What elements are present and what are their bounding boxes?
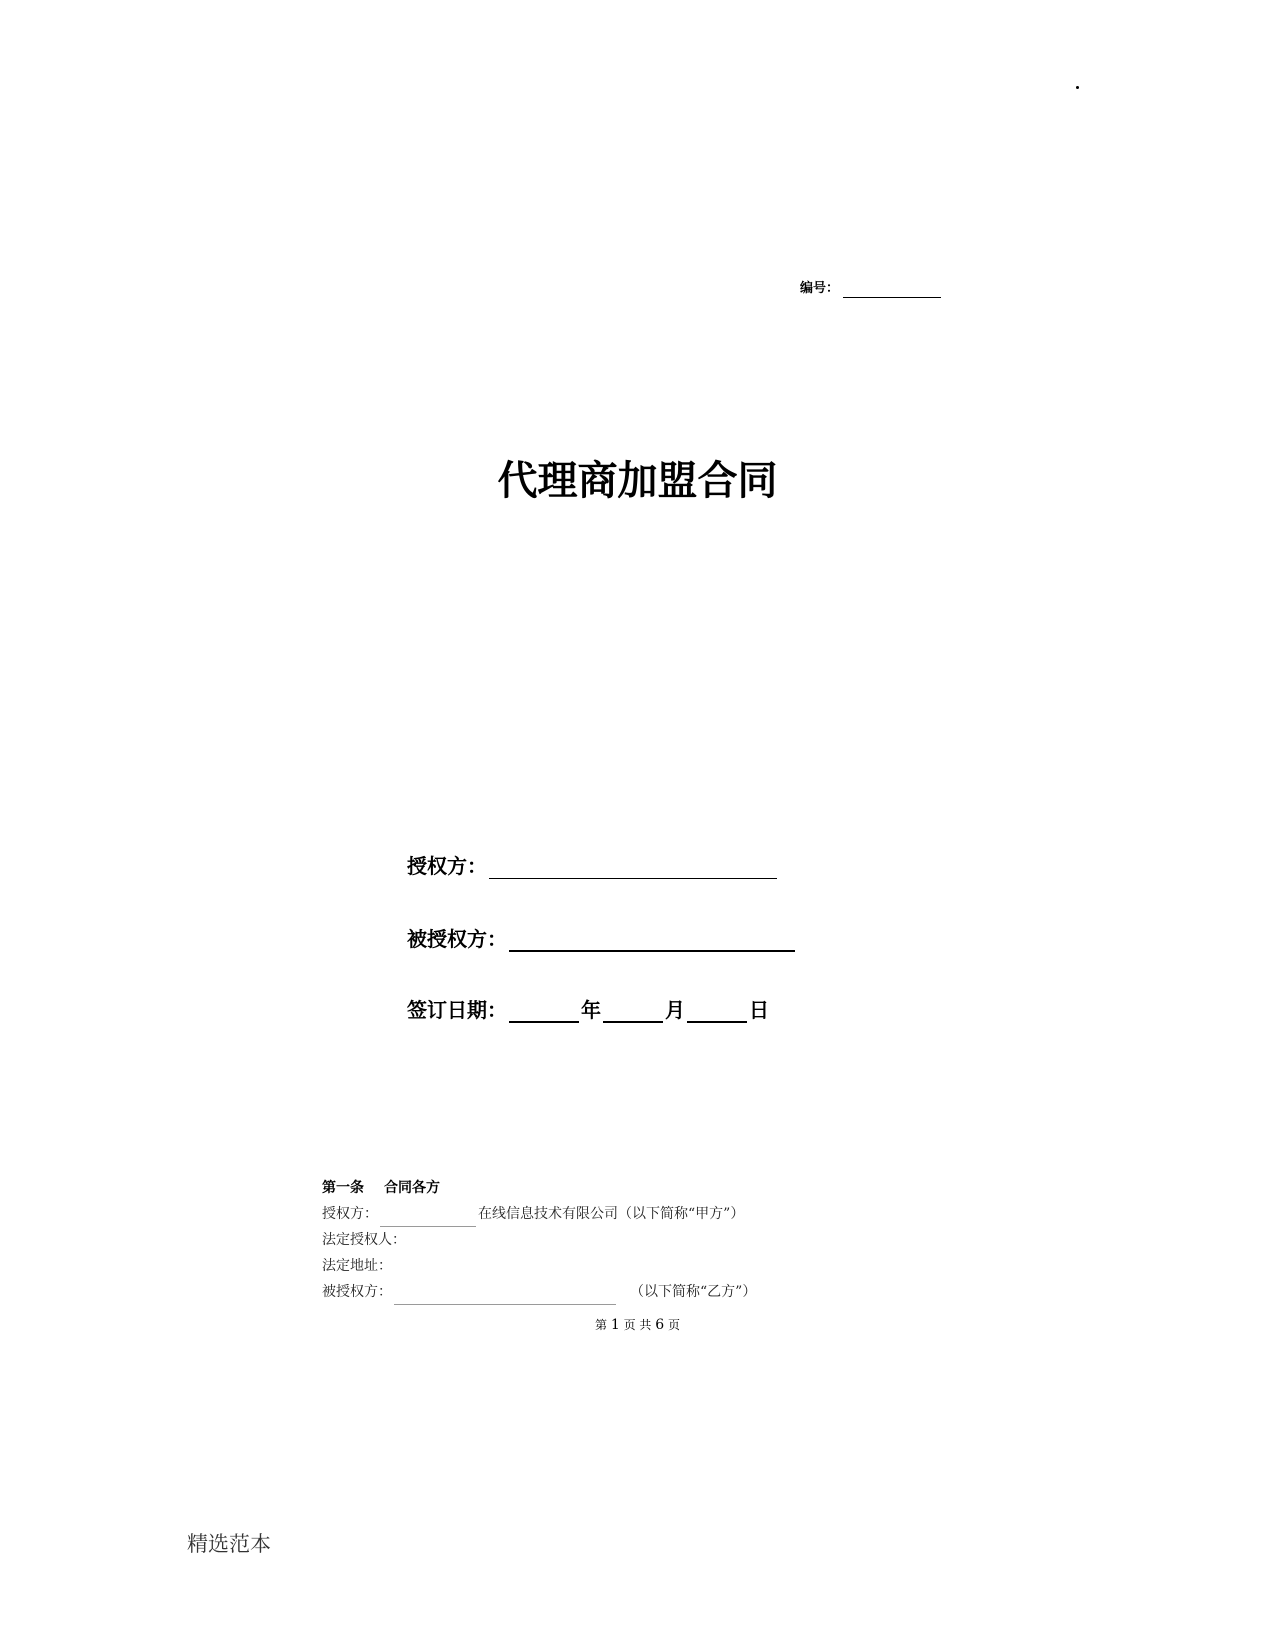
sign-year-label: 年 <box>581 998 601 1022</box>
article-1-licensee-line <box>322 1279 756 1305</box>
cover-licensor-label: 授权方： <box>407 854 487 878</box>
page-suffix: 页 <box>667 1318 680 1332</box>
page-number <box>0 1316 1275 1334</box>
article-1-legal-rep-line <box>322 1227 756 1253</box>
page-mid: 页 共 <box>623 1318 652 1332</box>
page-total: 6 <box>655 1317 665 1333</box>
sign-day-label: 日 <box>749 998 769 1022</box>
article-1 <box>322 1175 756 1305</box>
article-1-licensor-blank <box>380 1212 476 1227</box>
cover-licensor-field <box>407 853 777 879</box>
cover-licensee-field <box>407 926 795 952</box>
article-1-title: 合同各方 <box>384 1180 440 1196</box>
article-1-legal-rep-label: 法定授权人： <box>322 1232 406 1248</box>
cover-sign-date-field <box>407 997 769 1023</box>
article-1-number: 第一条 <box>322 1180 364 1196</box>
cover-licensee-blank <box>509 930 795 952</box>
sign-month-label: 月 <box>665 998 685 1022</box>
article-1-licensee-alias: （以下简称“乙方”） <box>630 1284 757 1300</box>
document-title: 代理商加盟合同 <box>497 458 778 504</box>
article-1-legal-address-label: 法定地址： <box>322 1258 392 1274</box>
article-1-heading <box>322 1175 756 1201</box>
article-1-licensee-blank <box>394 1290 616 1305</box>
cover-licensee-label: 被授权方： <box>407 927 507 951</box>
article-1-licensee-label: 被授权方： <box>322 1284 392 1300</box>
cover-sign-date-label: 签订日期： <box>407 998 507 1022</box>
article-1-licensor-label: 授权方： <box>322 1206 378 1222</box>
watermark-text: 精选范本 <box>187 1532 271 1556</box>
article-1-legal-address-line <box>322 1253 756 1279</box>
document-number <box>800 280 941 298</box>
corner-dot <box>1076 86 1079 89</box>
page-current: 1 <box>610 1317 620 1333</box>
page-prefix: 第 <box>594 1318 607 1332</box>
article-1-licensor-company: 在线信息技术有限公司（以下简称“甲方”） <box>478 1206 745 1222</box>
sign-month-blank <box>603 1001 663 1023</box>
sign-year-blank <box>509 1001 579 1023</box>
document-number-blank <box>843 283 941 298</box>
document-number-label: 编号： <box>800 281 840 296</box>
cover-licensor-blank <box>489 858 777 879</box>
sign-day-blank <box>687 1001 747 1023</box>
article-1-licensor-line <box>322 1201 756 1227</box>
